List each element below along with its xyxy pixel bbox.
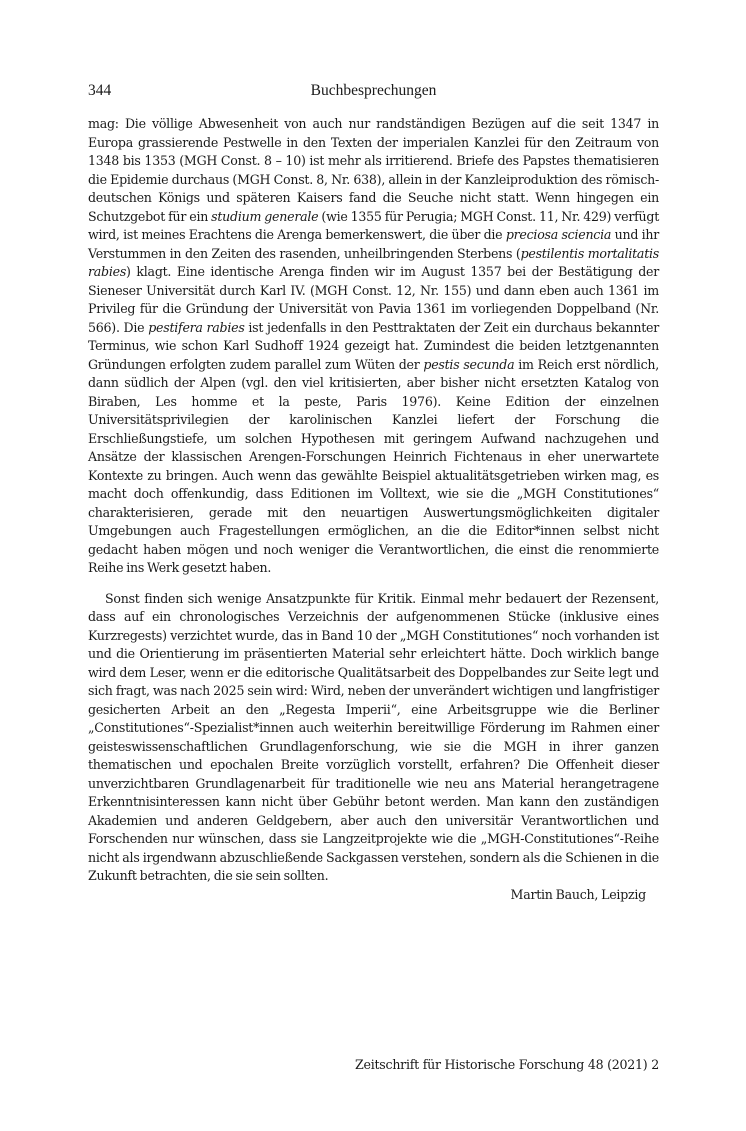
page-number: 344: [88, 82, 112, 99]
latin-term: pestis secunda: [423, 356, 515, 372]
page-header: [88, 82, 659, 102]
paragraph-1: [88, 115, 659, 578]
text-run: und ihr Verstummen in den Zeiten des rasenden, unheilbringenden Sterbens (: [88, 227, 660, 261]
article-body: [88, 115, 659, 904]
latin-term: pestifera rabies: [148, 319, 245, 335]
latin-term: pestilentis mortalitatis rabies: [88, 245, 659, 279]
journal-footer: Zeitschrift für Historische Forschung 48 (2021) 2: [355, 1057, 659, 1072]
running-title: Buchbesprechungen: [310, 82, 437, 99]
reviewer-signature: Martin Bauch, Leipzig: [510, 886, 646, 902]
text-run: im Reich erst nördlich, dann südlich der Alpen (vgl. den viel kritisierten, aber bisher nicht ersetzten Katalog von Biraben, Les homme et la peste, Paris 1976). Keine Edition der einzelnen Universitätsprivilegien der karolinischen Kanzlei liefert der Forschung die Erschließungstiefe, um solchen Hypothesen mit geringem Aufwand nachzugehen und Ansätze der klassischen Arengen-Forschungen Heinrich Fichtenaus in eher unerwartete Kontexte zu bringen. Auch wenn das gewählte Beispiel aktualitätsgetrieben wirken mag, es macht doch offenkundig, dass Editionen im Volltext, wie sie die „MGH Constitutiones“ charakterisieren, gerade mit den neuartigen Auswertungsmöglichkeiten digitaler Umgebungen auch Fragestellungen ermöglichen, an die die Editor*innen selbst nicht gedacht haben mögen und noch weniger die Verantwortlichen, die einst die renommierte Reihe ins Werk gesetzt haben.: [88, 356, 659, 575]
text-run: ist jedenfalls in den Pesttraktaten der Zeit ein durchaus bekannter Terminus, wie schon Karl Sudhoff 1924 gezeigt hat. Zumindest die beiden letztgenannten Gründungen erfolgten zudem parallel zum Wüten der: [88, 319, 659, 372]
text-run: (wie 1355 für Perugia; MGH Const. 11, Nr. 429) verfügt wird, ist meines Erachtens die Arenga bemerkenswert, die über die: [88, 208, 660, 242]
text-run: mag: Die völlige Abwesenheit von auch nur randständigen Bezügen auf die seit 1347 in Europa grassierende Pestwelle in den Texten der imperialen Kanzlei für den Zeitraum von 1348 bis 1353 (MGH Const. 8 – 10) ist mehr als irritierend. Briefe des Papstes thematisieren die Epidemie durchaus (MGH Const. 8, Nr. 638), allein in der Kanzleiproduktion des römisch-deutschen Königs und späteren Kaisers fand die Seuche nicht statt. Wenn hingegen ein Schutzgebot für ein: [88, 116, 659, 224]
text-run: ) klagt. Eine identische Arenga finden wir im August 1357 bei der Bestätigung der Sieneser Universität durch Karl IV. (MGH Const. 12, Nr. 155) und dann eben auch 1361 im Privileg für die Gründung der Universität von Pavia 1361 im vorliegenden Doppelband (Nr. 566). Die: [88, 264, 659, 335]
paragraph-2: Sonst finden sich wenige Ansatzpunkte für Kritik. Einmal mehr bedauert der Rezensent, dass auf ein chronologisches Verzeichnis der aufgenommenen Stücke (inklusive eines Kurzregests) verzichtet wurde, das in Band 10 der „MGH Constitutiones“ noch vorhanden ist und die Orientierung im präsentierten Material sehr erleichtert hätte. Doch wirklich bange wird dem Leser, wenn er die editorische Qualitätsarbeit des Doppelbandes zur Seite legt und sich fragt, was nach 2025 sein wird: Wird, neben der unverändert wichtigen und langfristiger gesicherten Arbeit an den „Regesta Imperii“, eine Arbeitsgruppe wie die Berliner „Constitutiones“-Spezialist*innen auch weiterhin bereitwillige Förderung im Rahmen einer geisteswissenschaftlichen Grundlagenforschung, wie sie die MGH in ihrer ganzen thematischen und epochalen Breite vorzüglich vorstellt, erfahren? Die Offenheit dieser unverzichtbaren Grundlagenarbeit für traditionelle wie neu ans Material herangetragene Erkenntnisinteressen kann nicht über Gebühr betont werden. Man kann den zuständigen Akademien und anderen Geldgebern, aber auch den universitär Verantwortlichen und Forschenden nur wünschen, dass sie Langzeitprojekte wie die „MGH-Constitutiones“-Reihe nicht als irgendwann abzuschließende Sackgassen verstehen, sondern als die Schienen in die Zukunft betrachten, die sie sein sollten.: [88, 590, 659, 883]
latin-term: preciosa sciencia: [505, 227, 612, 242]
latin-term: studium generale: [211, 208, 319, 224]
